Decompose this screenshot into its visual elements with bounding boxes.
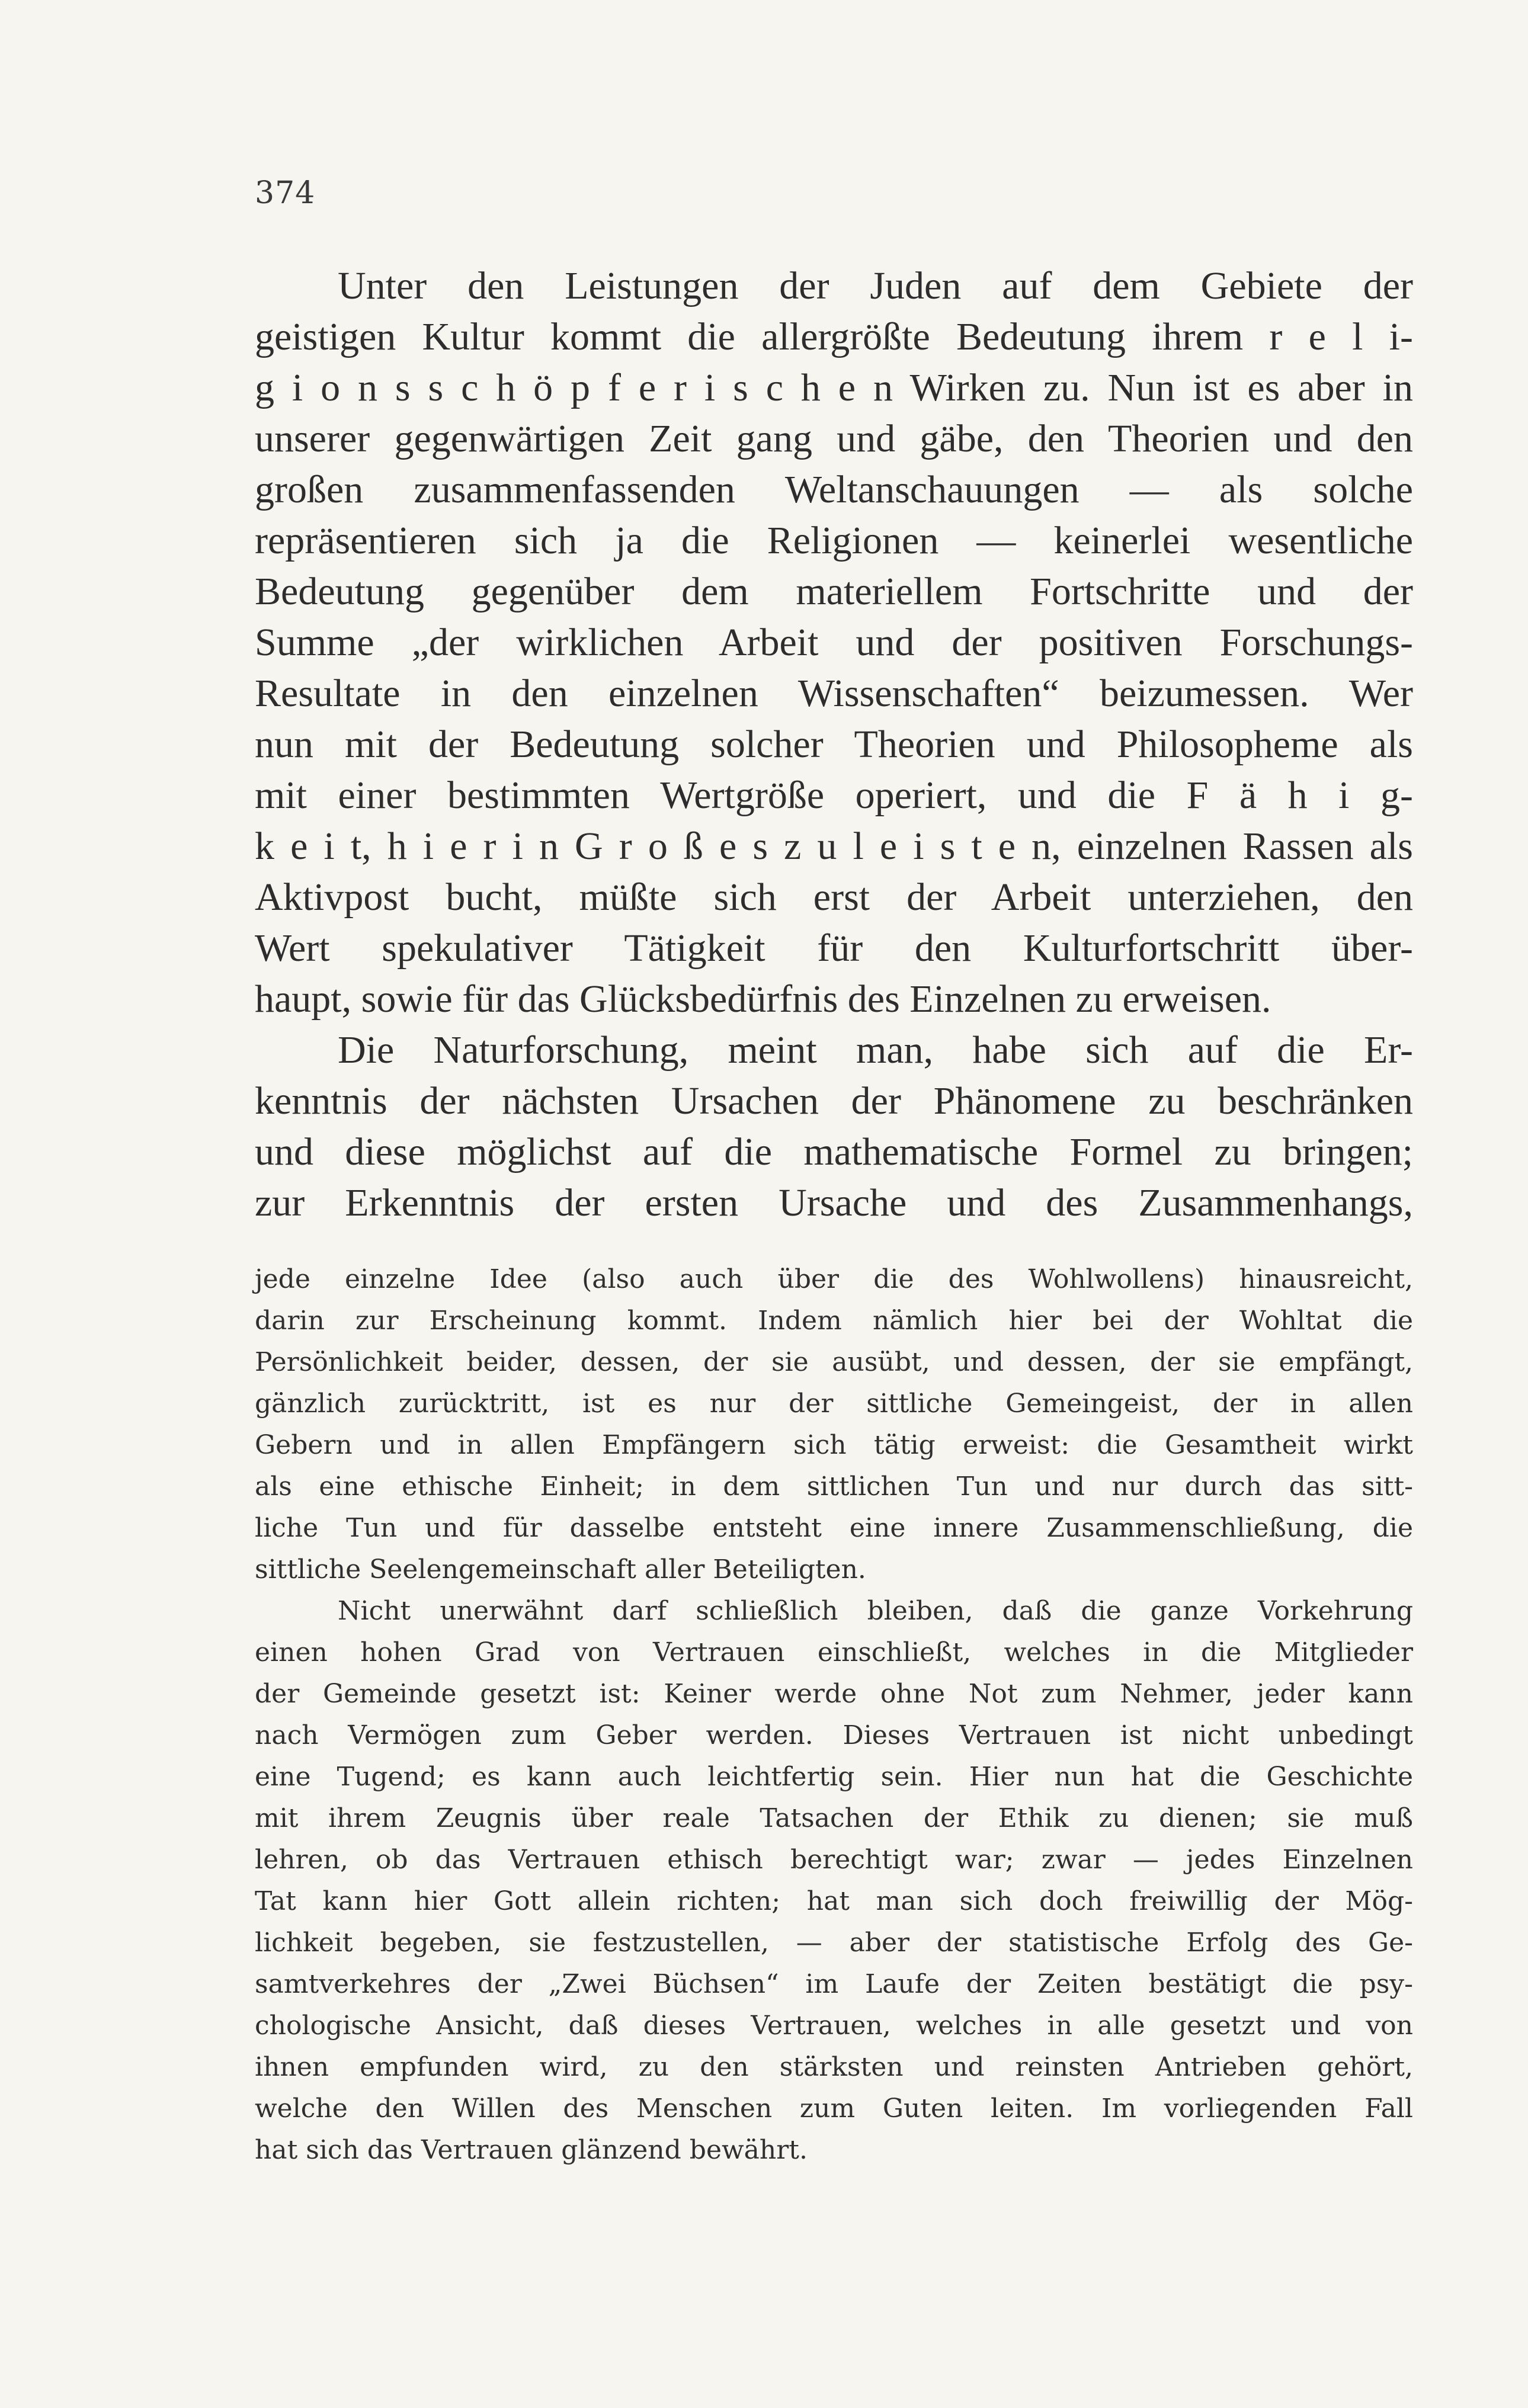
main-line: g i o n s s c h ö p f e r i s c h e n Wirken zu. Nun ist es aber in	[255, 366, 1413, 409]
main-line: Summe „der wirklichen Arbeit und der positiven Forschungs-	[255, 621, 1413, 664]
main-line: haupt, sowie für das Glücksbedürfnis des Einzelnen zu erweisen.	[255, 977, 1271, 1021]
main-line: Aktivpost bucht, müßte sich erst der Arbeit unterziehen, den	[255, 876, 1413, 919]
main-line: Unter den Leistungen der Juden auf dem Gebiete der	[338, 264, 1413, 307]
main-line: k e i t, h i e r i n G r o ß e s z u l e i s t e n, einzelnen Rassen als	[255, 825, 1413, 868]
footnote-line: ihnen empfunden wird, zu den stärksten und reinsten Antrieben gehört,	[255, 2052, 1413, 2082]
main-line: nun mit der Bedeutung solcher Theorien und Philosopheme als	[255, 723, 1413, 766]
footnote-line: eine Tugend; es kann auch leichtfertig sein. Hier nun hat die Geschichte	[255, 1762, 1413, 1792]
main-line: geistigen Kultur kommt die allergrößte Bedeutung ihrem r e l i-	[255, 315, 1413, 358]
footnote-line: gänzlich zurücktritt, ist es nur der sittliche Gemeingeist, der in allen	[255, 1389, 1413, 1419]
footnote-line: Gebern und in allen Empfängern sich tätig erweist: die Gesamtheit wirkt	[255, 1430, 1413, 1460]
footnote-line: mit ihrem Zeugnis über reale Tatsachen der Ethik zu dienen; sie muß	[255, 1803, 1413, 1833]
footnote-line: sittliche Seelengemeinschaft aller Beteiligten.	[255, 1554, 866, 1585]
footnote-line: einen hohen Grad von Vertrauen einschließt, welches in die Mitglieder	[255, 1637, 1413, 1668]
main-line: zur Erkenntnis der ersten Ursache und des Zusammenhangs,	[255, 1181, 1413, 1224]
main-line: repräsentieren sich ja die Religionen — keinerlei wesentliche	[255, 519, 1413, 562]
footnote-line: nach Vermögen zum Geber werden. Dieses Vertrauen ist nicht unbedingt	[255, 1720, 1413, 1750]
footnote-line: jede einzelne Idee (also auch über die des Wohlwollens) hinausreicht,	[255, 1264, 1413, 1294]
main-line: großen zusammenfassenden Weltanschauungen — als solche	[255, 468, 1413, 511]
page-number: 374	[255, 175, 316, 211]
footnote-line: Tat kann hier Gott allein richten; hat man sich doch freiwillig der Mög-	[255, 1886, 1413, 1916]
footnote-line: welche den Willen des Menschen zum Guten leiten. Im vorliegenden Fall	[255, 2093, 1413, 2124]
main-line: Bedeutung gegenüber dem materiellem Fortschritte und der	[255, 570, 1413, 613]
main-line: kenntnis der nächsten Ursachen der Phänomene zu beschränken	[255, 1079, 1413, 1123]
footnote-line: hat sich das Vertrauen glänzend bewährt.	[255, 2135, 808, 2165]
footnote-line: der Gemeinde gesetzt ist: Keiner werde ohne Not zum Nehmer, jeder kann	[255, 1679, 1413, 1709]
footnote-line: als eine ethische Einheit; in dem sittlichen Tun und nur durch das sitt-	[255, 1471, 1413, 1502]
footnote-line: liche Tun und für dasselbe entsteht eine innere Zusammenschließung, die	[255, 1513, 1413, 1543]
main-line: Wert spekulativer Tätigkeit für den Kulturfortschritt über-	[255, 926, 1413, 970]
main-line: und diese möglichst auf die mathematische Formel zu bringen;	[255, 1130, 1413, 1173]
footnote-line: lehren, ob das Vertrauen ethisch berechtigt war; zwar — jedes Einzelnen	[255, 1845, 1413, 1875]
footnote-text	[255, 1259, 1413, 2171]
main-line: unserer gegenwärtigen Zeit gang und gäbe, den Theorien und den	[255, 417, 1413, 460]
footnote-line: Persönlichkeit beider, dessen, der sie ausübt, und dessen, der sie empfängt,	[255, 1347, 1413, 1377]
footnote-line: lichkeit begeben, sie festzustellen, — aber der statistische Erfolg des Ge-	[255, 1928, 1413, 1958]
footnote-line: darin zur Erscheinung kommt. Indem nämlich hier bei der Wohltat die	[255, 1306, 1413, 1336]
main-line: mit einer bestimmten Wertgröße operiert, und die F ä h i g-	[255, 774, 1413, 817]
main-line: Resultate in den einzelnen Wissenschaften“ beizumessen. Wer	[255, 672, 1413, 715]
footnote-line: samtverkehres der „Zwei Büchsen“ im Laufe der Zeiten bestätigt die psy-	[255, 1969, 1413, 1999]
footnote-line: chologische Ansicht, daß dieses Vertrauen, welches in alle gesetzt und von	[255, 2011, 1413, 2041]
main-line: Die Naturforschung, meint man, habe sich auf die Er-	[338, 1028, 1413, 1072]
footnote-line: Nicht unerwähnt darf schließlich bleiben, daß die ganze Vorkehrung	[338, 1596, 1413, 1626]
main-body-text	[255, 261, 1413, 1229]
